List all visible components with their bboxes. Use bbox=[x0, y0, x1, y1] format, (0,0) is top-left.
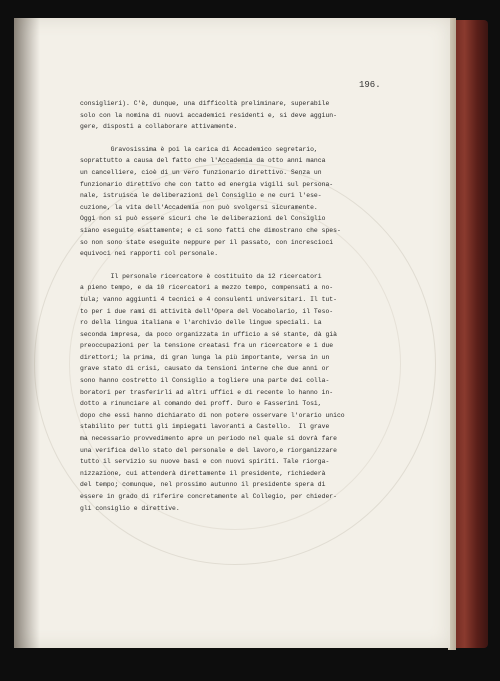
text-line: equivoci nei rapporti col personale. bbox=[80, 250, 219, 258]
text-line: Il personale ricercatore è costituito da 12 ricercatori bbox=[80, 272, 322, 280]
text-line: ro della lingua italiana e l'archivio delle lingue speciali. La bbox=[80, 319, 322, 327]
paragraph-2 bbox=[80, 144, 415, 260]
text-line: funzionario direttivo che con tatto ed energia vigili sul persona- bbox=[80, 180, 334, 188]
text-line: a pieno tempo, e da 10 ricercatori a mezzo tempo, compensati a no- bbox=[80, 284, 334, 292]
text-line: del tempo; comunque, nel prossimo autunno il presidente spera di bbox=[80, 481, 326, 489]
text-line: stabilito per tutti gli impiegati lavoranti a Castello. Il grave bbox=[80, 423, 330, 431]
text-line: consiglieri). C'è, dunque, una difficoltà preliminare, superabile bbox=[80, 100, 330, 107]
text-line: nale, istruisca le deliberazioni del Consiglio e ne curi l'ese- bbox=[80, 192, 322, 200]
book-binding bbox=[452, 20, 488, 648]
text-line: tutto il servizio su nuove basi e con nuovi spiriti. Tale riorga- bbox=[80, 458, 330, 466]
page-number: 196. bbox=[359, 80, 381, 90]
text-line: ma necessario provvedimento apre un periodo nel quale si dovrà fare bbox=[80, 435, 337, 443]
text-line: dotto a rinunciare al comando dei proff. Duro e Fasserini Tosi, bbox=[80, 400, 322, 408]
text-line: tula; vanno aggiunti 4 tecnici e 4 consulenti universitari. Il tut- bbox=[80, 295, 337, 303]
text-line: cuzione, la vita dell'Accademia non può svolgersi sicuramente. bbox=[80, 203, 318, 211]
text-line: direttori; la prima, di gran lunga la più importante, versa in un bbox=[80, 353, 330, 361]
document-page bbox=[14, 18, 450, 648]
text-line: sono hanno costretto il Consiglio a togliere una parte dei colla- bbox=[80, 377, 330, 385]
text-line: to per i due rami di attività dell'Opera del Vocabolario, il Teso- bbox=[80, 307, 334, 315]
text-line: gli consiglio e direttive. bbox=[80, 504, 180, 512]
body-text bbox=[80, 98, 415, 525]
text-line: una verifica dello stato del personale e del lavoro,e riorganizzare bbox=[80, 446, 337, 454]
text-line: Oggi non si può essere sicuri che le deliberazioni del Consiglio bbox=[80, 215, 326, 223]
text-line: nizzazione, cui attenderà direttamente il presidente, richiederà bbox=[80, 469, 326, 477]
text-line: preoccupazioni per la tensione creatasi fra un ricercatore e i due bbox=[80, 342, 334, 350]
paragraph-1 bbox=[80, 98, 415, 133]
paragraph-3 bbox=[80, 271, 415, 514]
text-line: seconda impresa, da poco organizzata in ufficio a sé stante, dà già bbox=[80, 330, 337, 338]
text-line: essere in grado di riferire concretamente al Collegio, per chieder- bbox=[80, 493, 337, 500]
text-line: un cancelliere, cioè di un vero funzionario direttivo. Senza un bbox=[80, 168, 322, 176]
text-line: grave stato di crisi, causato da tensioni interne che due anni or bbox=[80, 365, 330, 373]
text-line: solo con la nomina di nuovi accademici residenti e, si deve aggiun- bbox=[80, 111, 337, 119]
text-line: boratori per trasferirli ad altri uffici e di recente lo hanno in- bbox=[80, 388, 334, 396]
text-line: siano eseguite esattamente; e ci sono fatti che dimostrano che spes- bbox=[80, 226, 341, 234]
text-line: dopo che essi hanno dichiarato di non potere osservare l'orario unico bbox=[80, 411, 345, 419]
text-line: Gravosissima è poi la carica di Accademico segretario, bbox=[80, 145, 318, 153]
text-line: so non sono state eseguite neppure per il passato, con increscioci bbox=[80, 238, 334, 246]
text-line: soprattutto a causa del fatto che l'Accademia da otto anni manca bbox=[80, 157, 326, 165]
gutter-shadow bbox=[14, 18, 40, 648]
text-line: gere, disposti a collaborare attivamente. bbox=[80, 123, 238, 131]
